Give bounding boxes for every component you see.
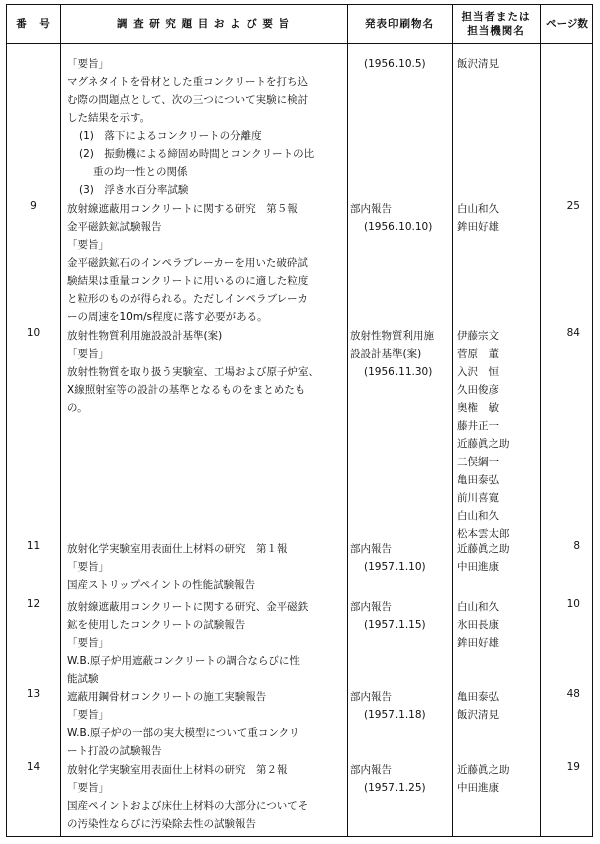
person-name: 白山和久 <box>457 510 499 522</box>
entry-persons <box>457 200 537 236</box>
summary-line: (1) 落下によるコンクリートの分離度 <box>79 130 262 142</box>
publication-line: (1956.10.10) <box>364 221 433 233</box>
entry-title-summary <box>67 688 347 760</box>
summary-line: 金平磁鉄鉱石のインペラブレーカーを用いた破砕試 <box>67 257 308 269</box>
summary-line: 重の均一性との関係 <box>93 166 188 178</box>
person-name: 近藤眞之助 <box>457 543 510 555</box>
summary-line: マグネタイトを骨材とした重コンクリートを打ち込 <box>67 76 308 88</box>
entry-persons <box>457 598 537 652</box>
summary-line: 「要旨」 <box>67 637 109 649</box>
entry-pages: 19 <box>566 761 580 773</box>
person-name: 藤井正一 <box>457 420 499 432</box>
summary-line: ーの周速を10m/s程度に落す必要がある。 <box>67 311 268 323</box>
person-name: 飯沢清見 <box>457 709 499 721</box>
summary-line: W.B.原子炉用遮蔽コンクリートの調合ならびに性 <box>67 655 300 667</box>
entry-publication <box>350 55 452 73</box>
entry-pages: 8 <box>573 540 580 552</box>
person-name: 近藤眞之助 <box>457 438 510 450</box>
summary-line: した結果を示す。 <box>67 112 151 124</box>
header-rule <box>7 43 592 44</box>
entry-publication <box>350 200 452 236</box>
summary-line: 金平磁鉄鉱試験報告 <box>67 221 162 233</box>
entry-number: 12 <box>26 598 41 610</box>
summary-line: 鉱を使用したコンクリートの試験報告 <box>67 619 246 631</box>
report-table <box>6 4 593 837</box>
person-name: 氷田長康 <box>457 619 499 631</box>
publication-line: (1957.1.25) <box>364 782 426 794</box>
summary-line: 「要旨」 <box>67 348 109 360</box>
person-name: 鉾田好雄 <box>457 221 499 233</box>
entry-persons <box>457 327 537 543</box>
summary-line: の汚染性ならびに汚染除去性の試験報告 <box>67 818 256 830</box>
person-name: 前川喜寛 <box>457 492 499 504</box>
entry-number: 9 <box>30 200 37 212</box>
summary-line: 「要旨」 <box>67 561 109 573</box>
person-name: 飯沢清見 <box>457 58 499 70</box>
person-name: 入沢 恒 <box>457 366 499 378</box>
person-name: 奥権 敏 <box>457 402 499 414</box>
entry-pages: 84 <box>566 327 580 339</box>
summary-line: 「要旨」 <box>67 782 109 794</box>
summary-line: 国産ペイントおよび床仕上材料の大部分についてそ <box>67 800 309 812</box>
publication-line: 部内報告 <box>350 601 392 613</box>
summary-line: む際の問題点として、次の三つについて実験に検討 <box>67 94 309 106</box>
entry-persons <box>457 688 537 724</box>
person-name: 二俣綱一 <box>457 456 499 468</box>
column-divider <box>540 5 541 836</box>
summary-line: 能試験 <box>67 673 99 685</box>
publication-line: 部内報告 <box>350 543 392 555</box>
person-name: 白山和久 <box>457 601 499 613</box>
entry-number: 11 <box>26 540 41 552</box>
entry-number: 10 <box>26 327 41 339</box>
header-persons-line: 担当者または <box>461 11 531 23</box>
summary-line: 放射線遮蔽用コンクリートに関する研究 第５報 <box>67 203 298 215</box>
person-name: 亀田泰弘 <box>457 474 499 486</box>
header-publication: 発表印刷物名 <box>365 18 434 30</box>
summary-line: 放射性物質利用施設設計基準(案) <box>67 330 223 342</box>
publication-line: (1957.1.15) <box>364 619 426 631</box>
person-name: 菅原 董 <box>457 348 499 360</box>
summary-line: 「要旨」 <box>67 58 109 70</box>
publication-line: 部内報告 <box>350 203 392 215</box>
header-title: 調 査 研 究 題 目 お よ び 要 旨 <box>116 18 291 30</box>
summary-line: 「要旨」 <box>67 239 109 251</box>
publication-line: 部内報告 <box>350 764 392 776</box>
entry-title-summary <box>67 761 347 833</box>
summary-line: 放射化学実験室用表面仕上材料の研究 第２報 <box>67 764 288 776</box>
entry-publication <box>350 761 452 797</box>
person-name: 白山和久 <box>457 203 499 215</box>
publication-line: 部内報告 <box>350 691 392 703</box>
publication-line: 放射性物質利用施 <box>350 330 434 342</box>
column-divider <box>452 5 453 836</box>
summary-line: W.B.原子炉の一部の実大模型について重コンクリ <box>67 727 300 739</box>
entry-publication <box>350 327 452 381</box>
summary-line: (2) 振動機による締固め時間とコンクリートの比 <box>79 148 315 160</box>
entry-title-summary <box>67 598 347 688</box>
summary-line: ート打設の試験報告 <box>67 745 162 757</box>
summary-line: 放射性物質を取り扱う実験室、工場および原子炉室、 <box>67 366 319 378</box>
person-name: 久田俊彦 <box>457 384 499 396</box>
entry-title-summary <box>67 200 347 326</box>
entry-persons <box>457 540 537 576</box>
summary-line: 国産ストリップペイントの性能試験報告 <box>67 579 256 591</box>
entry-persons <box>457 761 537 797</box>
publication-line: (1956.11.30) <box>364 366 433 378</box>
person-name: 近藤眞之助 <box>457 764 510 776</box>
entry-number: 13 <box>26 688 41 700</box>
person-name: 中田進康 <box>457 782 499 794</box>
entry-persons <box>457 55 537 73</box>
header-num: 番 号 <box>16 18 51 30</box>
person-name: 亀田泰弘 <box>457 691 499 703</box>
entry-pages: 48 <box>566 688 580 700</box>
summary-line: 験結果は重量コンクリートに用いるのに適した粒度 <box>67 275 309 287</box>
entry-publication <box>350 598 452 634</box>
summary-line: 「要旨」 <box>67 709 109 721</box>
publication-line: (1956.10.5) <box>364 58 426 70</box>
column-divider <box>347 5 348 836</box>
entry-publication <box>350 688 452 724</box>
header-persons-line: 担当機関名 <box>467 25 525 37</box>
person-name: 中田進康 <box>457 561 499 573</box>
summary-line: の。 <box>67 402 88 414</box>
header-persons <box>452 5 540 43</box>
entry-title-summary <box>67 327 347 417</box>
person-name: 鉾田好雄 <box>457 637 499 649</box>
summary-line: 放射化学実験室用表面仕上材料の研究 第１報 <box>67 543 288 555</box>
entry-pages: 10 <box>566 598 580 610</box>
entry-number: 14 <box>26 761 41 773</box>
entry-pages: 25 <box>566 200 580 212</box>
entry-title-summary <box>67 55 347 199</box>
person-name: 伊藤宗文 <box>457 330 499 342</box>
publication-line: (1957.1.10) <box>364 561 426 573</box>
entry-publication <box>350 540 452 576</box>
summary-line: と粒形のものが得られる。ただしインペラブレーカ <box>67 293 308 305</box>
column-divider <box>60 5 61 836</box>
person-name: 松本雲太郎 <box>457 528 510 540</box>
publication-line: 設設計基準(案) <box>350 348 422 360</box>
publication-line: (1957.1.18) <box>364 709 426 721</box>
header-pages: ページ数 <box>546 18 588 30</box>
summary-line: 遮蔽用鋼骨材コンクリートの施工実験報告 <box>67 691 267 703</box>
summary-line: 放射線遮蔽用コンクリートに関する研究、金平磁鉄 <box>67 601 309 613</box>
summary-line: X線照射室等の設計の基準となるものをまとめたも <box>67 384 306 396</box>
summary-line: (3) 浮き水百分率試験 <box>79 184 189 196</box>
entry-title-summary <box>67 540 347 594</box>
